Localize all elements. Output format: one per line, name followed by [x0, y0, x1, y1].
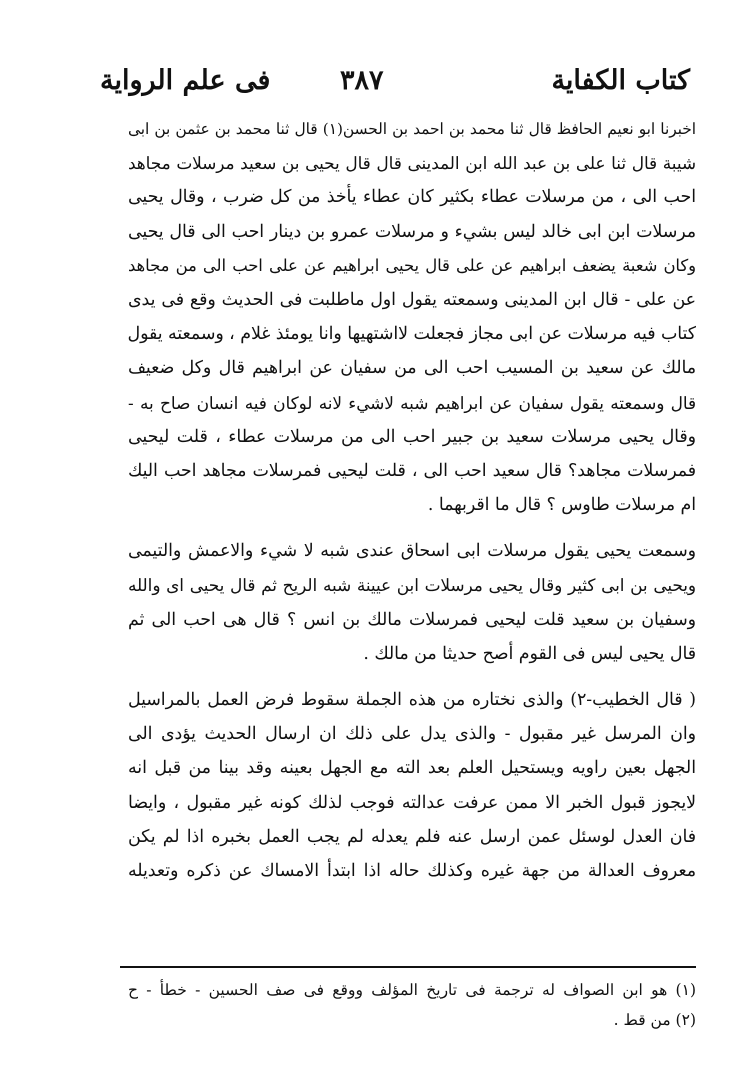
text-line: عن على - قال ابن المدينى وسمعته يقول اول ماطلبت فى الحديث وقع فى يدى: [128, 289, 696, 310]
text-line: وسمعت يحيى يقول مرسلات ابى اسحاق عندى شبه لا شيء والاعمش والتيمى: [128, 541, 696, 562]
page-header: [100, 58, 690, 108]
text-line: معروف العدالة من جهة غيره وكذلك حاله اذا ابتدأ الامساك عن ذكره وتعديله: [128, 860, 696, 881]
paragraph-2: [128, 534, 696, 671]
paragraph-gap: [128, 522, 696, 534]
text-line: قال وسمعته يقول سفيان عن ابراهيم شبه لاشيء لانه لوكان فيه انسان صاح به -: [128, 392, 696, 413]
text-line: قال يحيى ليس فى القوم أصح حديثا من مالك .: [363, 643, 696, 664]
paragraph-3: [128, 683, 696, 888]
footnote-1: (١) هو ابن الصواف له ترجمة فى تاريخ المؤلف ووقع فى صف الحسين - خطأ - ح: [128, 981, 696, 999]
section-title: فى علم الرواية: [100, 65, 271, 96]
book-title: كتاب الكفاية: [551, 65, 690, 96]
text-line: وان المرسل غير مقبول - والذى يدل على ذلك ان ارسال الحديث يؤدى الى: [128, 724, 696, 745]
text-line: وكان شعبة يضعف ابراهيم عن على قال يحيى ابراهيم عن على احب الى من مجاهد: [128, 255, 696, 275]
text-line: لايجوز قبول الخبر الا ممن عرفت عدالته فوجب لذلك كونه غير مقبول ، وايضا: [128, 792, 696, 813]
paragraph-1: [128, 112, 696, 522]
text-line: احب الى ، من مرسلات عطاء بكثير كان عطاء يأخذ من كل ضرب ، وقال يحيى: [128, 187, 696, 208]
main-text: [128, 112, 696, 888]
text-line: وقال يحيى مرسلات سعيد بن جبير احب الى من مرسلات عطاء ، قلت ليحيى: [128, 426, 696, 447]
text-line: شيبة قال ثنا على بن عبد الله ابن المدينى قال قال يحيى بن سعيد مرسلات مجاهد: [128, 153, 696, 174]
footnotes: [128, 975, 696, 1035]
text-line: كتاب فيه مرسلات عن ابى مجاز فجعلت لااشتهيها وانا يومئذ غلام ، وسمعته يقول: [128, 324, 696, 345]
text-line: ( قال الخطيب-٢) والذى نختاره من هذه الجملة سقوط فرض العمل بالمراسيل: [128, 690, 696, 710]
footnote-2: (٢) من قط .: [613, 1011, 696, 1029]
text-line: فمرسلات مجاهد؟ قال سعيد احب الى ، قلت ليحيى فمرسلات مجاهد احب اليك: [128, 460, 696, 481]
text-line: مالك عن سعيد بن المسيب احب الى من سفيان عن ابراهيم قال وكل ضعيف: [128, 358, 696, 379]
footnote-divider: [120, 966, 696, 968]
text-line: ام مرسلات طاوس ؟ قال ما اقربهما .: [427, 495, 696, 516]
text-line: مرسلات ابن ابى خالد ليس بشيء و مرسلات عمرو بن دينار احب الى قال يحيى: [128, 221, 696, 242]
text-line: ويحيى بن ابى كثير وقال يحيى مرسلات ابن عيينة شبه الريح ثم قال يحيى اى والله: [128, 575, 696, 596]
paragraph-gap: [128, 671, 696, 683]
text-line: اخبرنا ابو نعيم الحافظ قال ثنا محمد بن احمد بن الحسن(١) قال ثنا محمد بن عثمن بن ابى: [128, 120, 696, 138]
text-line: الجهل بعين راويه ويستحيل العلم بعد الته مع الجهل بعينه وقد بينا من قبل انه: [128, 758, 696, 779]
text-line: فان العدل لوسئل عمن ارسل عنه فلم يعدله لم يجب العمل بخبره اذا لم يكن: [128, 826, 696, 847]
text-line: وسفيان بن سعيد قلت ليحيى فمرسلات مالك بن انس ؟ قال هى احب الى ثم: [128, 609, 696, 630]
page-number: ٣٨٧: [340, 65, 384, 96]
